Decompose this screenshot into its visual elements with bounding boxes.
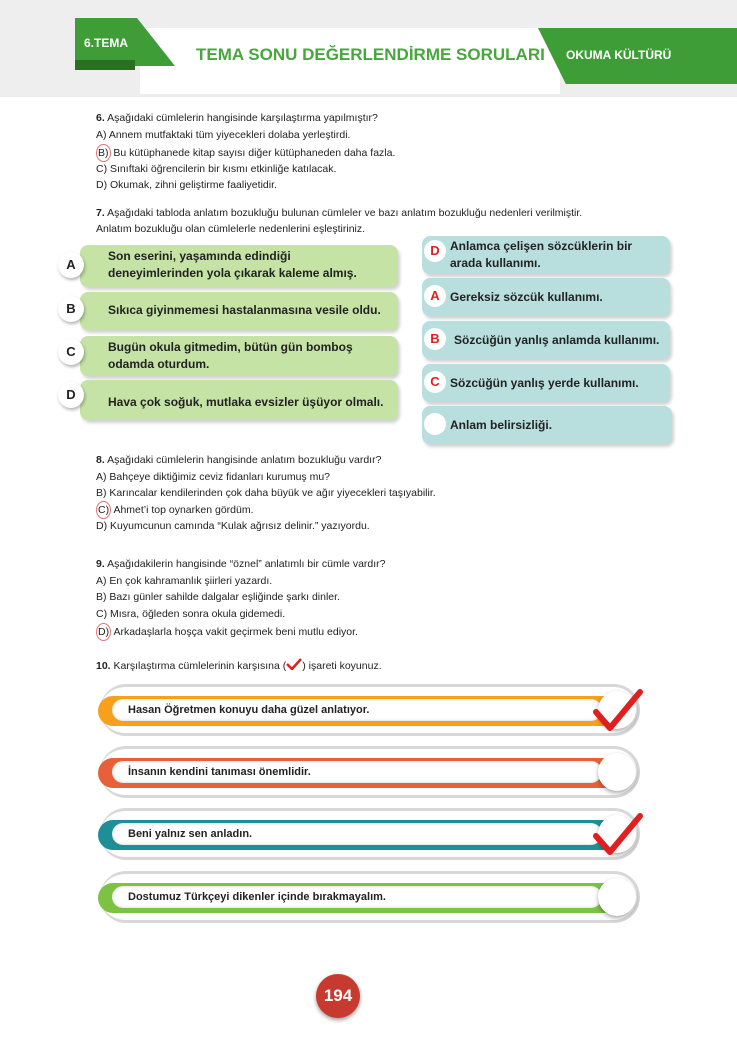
question-9-option-d: D) Arkadaşlarla hoşça vakit geçirmek beni mutlu ediyor. bbox=[96, 623, 358, 641]
reason-box-4: Sözcüğün yanlış yerde kullanımı. bbox=[422, 364, 670, 402]
reason-answer-2: A bbox=[424, 285, 446, 307]
question-6-option-b: B) Bu kütüphanede kitap sayısı diğer kütüphaneden daha fazla. bbox=[96, 144, 395, 162]
answer-circle-2[interactable] bbox=[598, 753, 636, 791]
question-8-option-c: C) Ahmet’i top oynarken gördüm. bbox=[96, 501, 254, 519]
sentence-letter-c: C bbox=[58, 339, 84, 365]
statement-3: Beni yalnız sen anladın. bbox=[112, 823, 602, 845]
section-label: OKUMA KÜLTÜRÜ bbox=[566, 48, 672, 62]
reason-box-3: Sözcüğün yanlış anlamda kullanımı. bbox=[422, 321, 670, 359]
answer-circle-4[interactable] bbox=[598, 878, 636, 916]
reason-answer-4: C bbox=[424, 371, 446, 393]
tema-label: 6.TEMA bbox=[84, 36, 129, 50]
reason-answer-1: D bbox=[424, 240, 446, 262]
checkmark-icon bbox=[286, 658, 302, 670]
sentence-letter-a: A bbox=[58, 252, 84, 278]
question-7-stem-2: Anlatım bozukluğu olan cümlelerle nedenlerini eşleştiriniz. bbox=[96, 223, 366, 235]
reason-answer-5 bbox=[424, 413, 446, 435]
page-title: TEMA SONU DEĞERLENDİRME SORULARI bbox=[196, 45, 545, 64]
question-6-option-c: C) Sınıftaki öğrencilerin bir kısmı etkinliğe katılacak. bbox=[96, 163, 337, 175]
answer-circle: D) bbox=[96, 623, 111, 641]
reason-answer-3: B bbox=[424, 328, 446, 350]
sentence-box-d: Hava çok soğuk, mutlaka evsizler üşüyor olmalı. bbox=[80, 380, 398, 420]
question-6-option-a: A) Annem mutfaktaki tüm yiyecekleri dolaba yerleştirdi. bbox=[96, 129, 351, 141]
question-9-option-b: B) Bazı günler sahilde dalgalar eşliğinde şarkı dinler. bbox=[96, 591, 340, 603]
statement-4: Dostumuz Türkçeyi dikenler içinde bırakmayalım. bbox=[112, 886, 602, 908]
sentence-letter-b: B bbox=[58, 296, 84, 322]
tema-tab-fold bbox=[75, 60, 135, 70]
question-7-stem: 7. Aşağıdaki tabloda anlatım bozukluğu bulunan cümleler ve bazı anlatım bozukluğu nedenleri verilmiştir. bbox=[96, 207, 583, 219]
question-6-stem: 6. Aşağıdaki cümlelerin hangisinde karşılaştırma yapılmıştır? bbox=[96, 112, 378, 124]
answer-circle: B) bbox=[96, 144, 111, 162]
question-8-option-b: B) Karıncalar kendilerinden çok daha büyük ve ağır yiyecekleri taşıyabilir. bbox=[96, 487, 436, 499]
sentence-box-b: Sıkıca giyinmemesi hastalanmasına vesile oldu. bbox=[80, 292, 398, 330]
question-10-stem: 10. Karşılaştırma cümlelerinin karşısına ( ) işareti koyunuz. bbox=[96, 660, 382, 672]
question-9-stem: 9. Aşağıdakilerin hangisinde “öznel” anlatımlı bir cümle vardır? bbox=[96, 558, 386, 570]
reason-box-1: Anlamca çelişen sözcüklerin bir arada kullanımı. bbox=[422, 236, 670, 274]
sentence-box-a: Son eserini, yaşamında edindiği deneyimlerinden yola çıkarak kaleme almış. bbox=[80, 245, 398, 287]
question-9-option-c: C) Mısra, öğleden sonra okula gidemedi. bbox=[96, 608, 286, 620]
question-8-option-d: D) Kuyumcunun camında “Kulak ağrısız delinir.” yazıyordu. bbox=[96, 520, 370, 532]
statement-1: Hasan Öğretmen konuyu daha güzel anlatıyor. bbox=[112, 699, 602, 721]
question-9-option-a: A) En çok kahramanlık şiirleri yazardı. bbox=[96, 575, 273, 587]
question-6-option-d: D) Okumak, zihni geliştirme faaliyetidir. bbox=[96, 179, 277, 191]
checkmark-icon bbox=[592, 688, 644, 734]
question-8-stem: 8. Aşağıdaki cümlelerin hangisinde anlatım bozukluğu vardır? bbox=[96, 454, 382, 466]
sentence-letter-d: D bbox=[58, 382, 84, 408]
question-8-option-a: A) Bahçeye diktiğimiz ceviz fidanları kurumuş mu? bbox=[96, 471, 331, 483]
reason-box-2: Gereksiz sözcük kullanımı. bbox=[422, 278, 670, 316]
sentence-box-c: Bugün okula gitmedim, bütün gün bomboş odamda oturdum. bbox=[80, 336, 398, 376]
page-number: 194 bbox=[316, 974, 360, 1018]
checkmark-icon bbox=[592, 812, 644, 858]
reason-box-5: Anlam belirsizliği. bbox=[422, 406, 672, 444]
answer-circle: C) bbox=[96, 501, 111, 519]
statement-2: İnsanın kendini tanıması önemlidir. bbox=[112, 761, 602, 783]
